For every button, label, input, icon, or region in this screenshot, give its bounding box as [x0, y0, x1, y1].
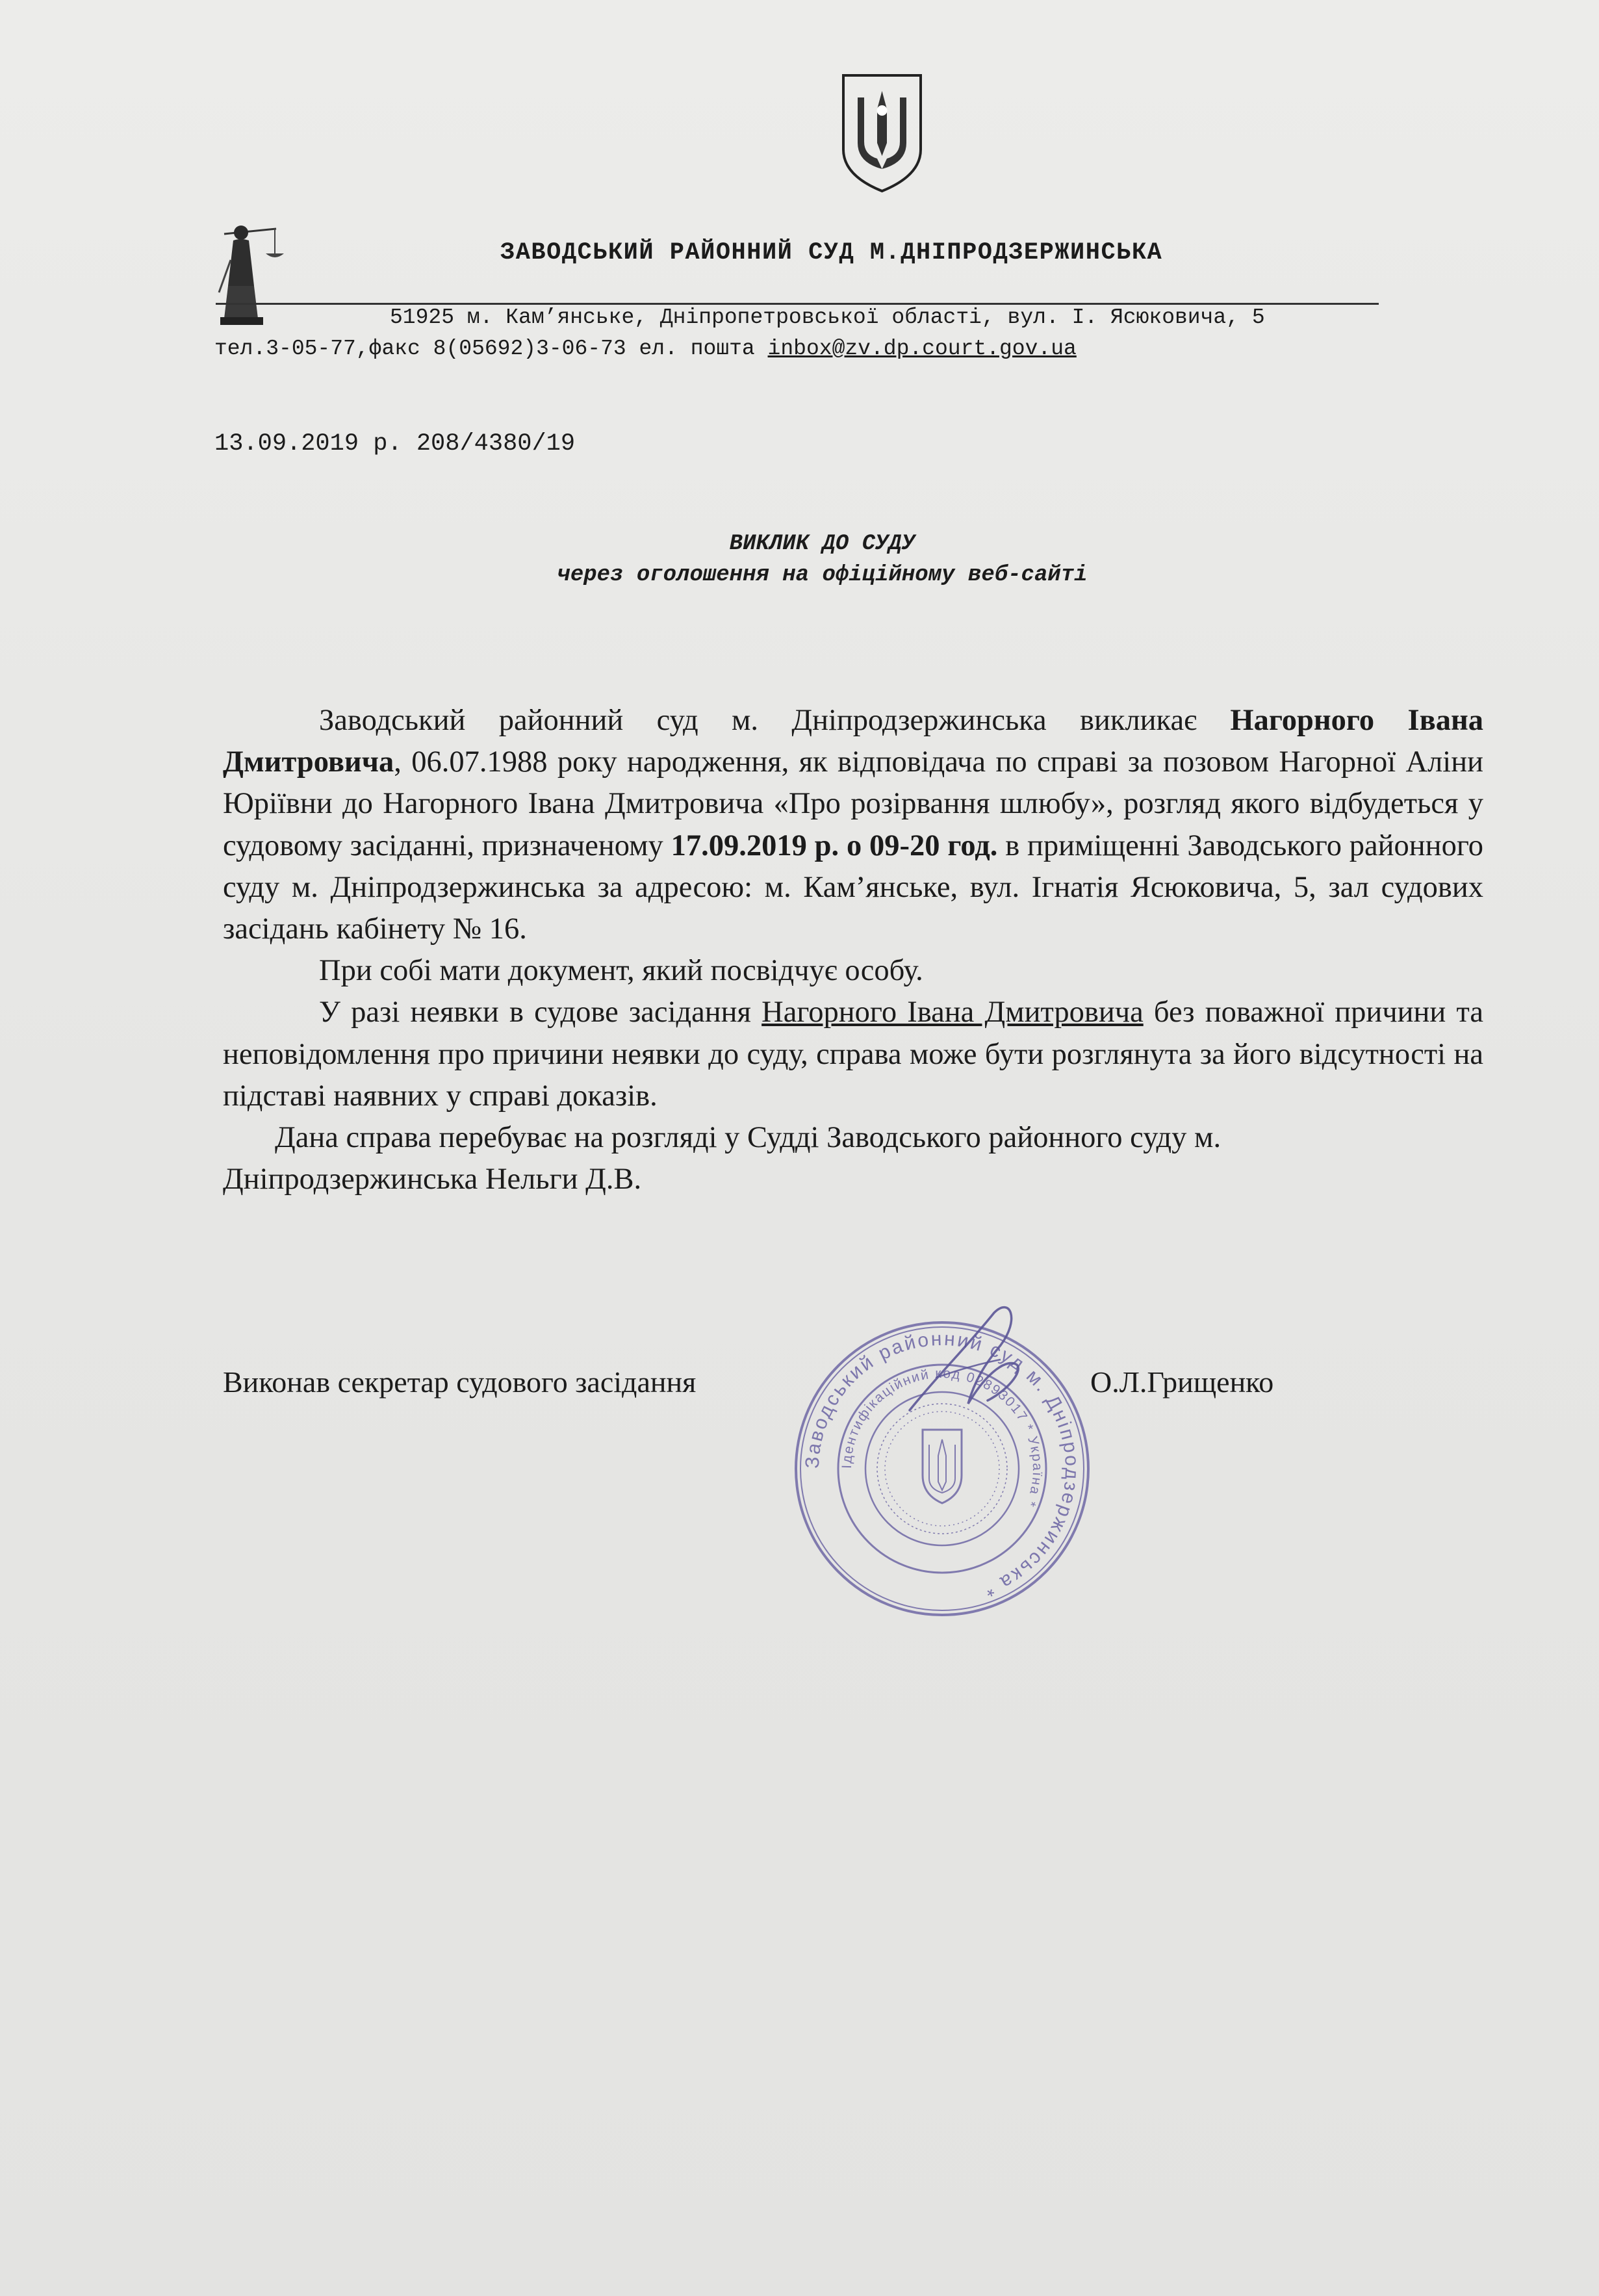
coat-of-arms-icon	[838, 71, 926, 195]
signature-name: О.Л.Грищенко	[1090, 1365, 1274, 1399]
court-contacts	[214, 337, 1077, 361]
reference-number: 13.09.2019 р. 208/4380/19	[214, 430, 576, 458]
themis-statue-icon	[211, 214, 289, 328]
paragraph-summons	[223, 700, 1483, 950]
summons-body	[223, 700, 1483, 1200]
paragraph-absence-warning	[223, 992, 1483, 1117]
text-segment: в приміщенні Заводського районного суду м. Дніпродзержинська за адресою: м. Кам’янське, вул. Ігнатія Ясюковича, 5, зал судових засідань кабінету № 16.	[223, 829, 1483, 946]
document-subtitle: через оголошення на офіційному веб-сайті	[557, 563, 1088, 587]
court-address: 51925 м. Кам’янське, Дніпропетровської області, вул. І. Ясюковича, 5	[390, 305, 1265, 329]
text-segment: без поважної причини та неповідомлення про причини неявки до суду, справа може бути розглянута за його відсутності на підставі наявних у справі доказів.	[223, 996, 1483, 1113]
stamp-outer-text: Заводський районний суд м. Дніпродзержинська *	[801, 1328, 1083, 1602]
handwritten-signature	[897, 1300, 1053, 1430]
defendant-name: Нагорного Івана Дмитровича	[223, 704, 1483, 779]
hearing-datetime: 17.09.2019 р. о 09-20 год.	[671, 829, 998, 862]
signature-label: Виконав секретар судового засідання	[223, 1365, 697, 1399]
court-name: ЗАВОДСЬКИЙ РАЙОННИЙ СУД М.ДНІПРОДЗЕРЖИНСЬКА	[500, 239, 1163, 266]
header-divider	[216, 303, 1379, 305]
document-title: ВИКЛИК ДО СУДУ	[729, 532, 915, 556]
email-link[interactable]: inbox@zv.dp.court.gov.ua	[767, 337, 1077, 361]
contacts-text: тел.3-05-77,факс 8(05692)3-06-73 ел. пошта	[214, 337, 768, 361]
paragraph-id-document: При собі мати документ, який посвідчує особу.	[319, 954, 923, 988]
text-segment: , 06.07.1988 року народження, як відповідача по справі за позовом Нагорної Аліни Юріївни до Нагорного Івана Дмитровича «Про розірвання шлюбу», розгляд якого відбудеться у судовому засіданні, призначеному	[223, 745, 1483, 862]
text-segment: Заводський районний суд м. Дніпродзержинська викликає	[319, 704, 1231, 737]
text-segment: У разі неявки в судове засідання	[319, 996, 762, 1029]
defendant-name-underlined: Нагорного Івана Дмитровича	[761, 996, 1144, 1029]
stamp-inner-text: Ідентифікаційний код 02893017 * Україна *	[839, 1365, 1045, 1510]
paragraph-judge: Дана справа перебуває на розгляді у Судді Заводського районного суду м. Дніпродзержинська Нельги Д.В.	[223, 1121, 1222, 1196]
